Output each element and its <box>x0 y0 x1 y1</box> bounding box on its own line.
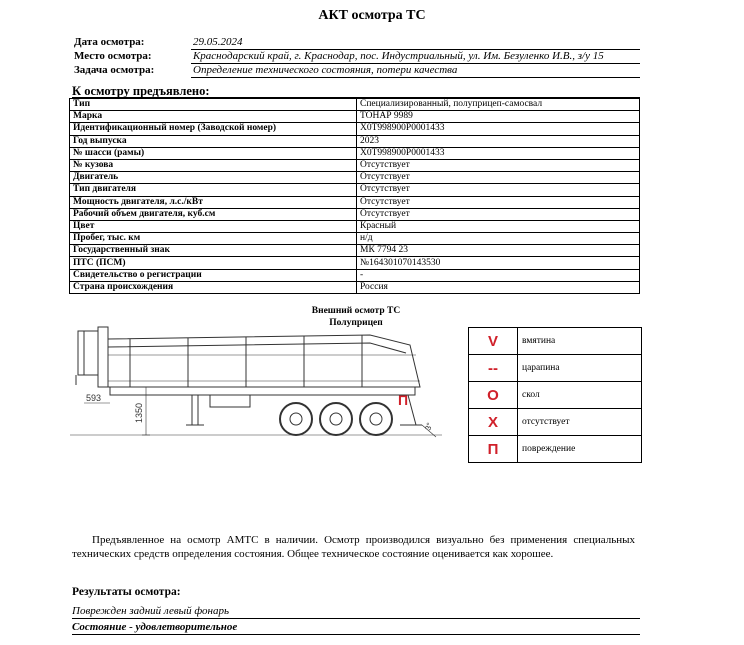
result-condition: Состояние - удовлетворительное <box>72 620 640 635</box>
meta-value: Определение технического состояния, потери качества <box>191 64 640 78</box>
wheel <box>360 403 392 435</box>
spec-value: Отсутствует <box>357 196 640 208</box>
spec-key: Цвет <box>70 220 357 232</box>
vehicle-specs-table <box>69 98 640 294</box>
legend-label: отсутствует <box>518 409 642 436</box>
legend-label: царапина <box>518 355 642 382</box>
spec-value: X0T998900P0001433 <box>357 147 640 159</box>
table-row <box>70 135 640 147</box>
spec-value: МК 7794 23 <box>357 245 640 257</box>
inspection-paragraph: Предъявленное на осмотр АМТС в наличии. Осмотр производился визуально без применения специальных технических средств определения состояния. Общее техническое состояние оценивается как хорошее. <box>72 534 635 560</box>
tipper-body <box>108 335 420 387</box>
semitrailer-drawing <box>70 325 442 455</box>
spec-key: Рабочий объем двигателя, куб.см <box>70 208 357 220</box>
inspection-meta <box>72 36 640 78</box>
spec-value: 2023 <box>357 135 640 147</box>
spec-value: №164301070143530 <box>357 257 640 269</box>
spec-value: Отсутствует <box>357 184 640 196</box>
legend-symbol: V <box>469 328 518 355</box>
table-row <box>70 269 640 281</box>
chassis-frame <box>110 387 415 425</box>
figure-title-line: Внешний осмотр ТС <box>311 306 401 316</box>
result-finding: Поврежден задний левый фонарь <box>72 604 640 619</box>
figure-subtitle-line: Полуприцеп <box>329 318 383 328</box>
document-title: АКТ осмотра ТС <box>318 8 426 23</box>
spec-value: н/д <box>357 233 640 245</box>
legend-label: скол <box>518 382 642 409</box>
table-row <box>70 233 640 245</box>
table-row <box>70 281 640 293</box>
meta-key: Дата осмотра: <box>74 36 145 49</box>
results-heading: Результаты осмотра: <box>72 586 181 598</box>
spec-key: Пробег, тыс. км <box>70 233 357 245</box>
table-row <box>70 257 640 269</box>
legend-symbol: П <box>469 436 518 463</box>
table-row <box>70 220 640 232</box>
table-row <box>70 245 640 257</box>
spec-key: № кузова <box>70 159 357 171</box>
spec-key: Марка <box>70 111 357 123</box>
spec-key: ПТС (ПСМ) <box>70 257 357 269</box>
dimension-label: 593 <box>86 393 102 403</box>
spec-value: X0T998900P0001433 <box>357 123 640 135</box>
spec-key: Тип <box>70 99 357 111</box>
legend-symbol: О <box>469 382 518 409</box>
legend-row <box>469 328 642 355</box>
meta-key: Задача осмотра: <box>74 64 155 76</box>
table-row <box>70 184 640 196</box>
spec-key: Мощность двигателя, л.с./кВт <box>70 196 357 208</box>
spec-value: - <box>357 269 640 281</box>
meta-value: 29.05.2024 <box>191 36 640 50</box>
spec-value: Специализированный, полуприцеп-самосвал <box>357 99 640 111</box>
meta-row <box>72 50 640 64</box>
legend-symbol: -- <box>469 355 518 382</box>
meta-row <box>72 64 640 78</box>
legend-label: вмятина <box>518 328 642 355</box>
spec-key: Тип двигателя <box>70 184 357 196</box>
table-row <box>70 159 640 171</box>
spec-key: Страна происхождения <box>70 281 357 293</box>
legend-symbol: Х <box>469 409 518 436</box>
meta-value: Краснодарский край, г. Краснодар, пос. Индустриальный, ул. Им. Безуленко И.В., з/у 15 <box>191 50 640 64</box>
spec-value: Отсутствует <box>357 208 640 220</box>
spec-key: № шасси (рамы) <box>70 147 357 159</box>
legend-row <box>469 409 642 436</box>
spec-value: Красный <box>357 220 640 232</box>
dimension-label: 3° <box>423 421 435 432</box>
legend-row <box>469 355 642 382</box>
table-row <box>70 111 640 123</box>
dimension-label: 1350 <box>134 402 144 423</box>
table-row <box>70 99 640 111</box>
spec-value: Отсутствует <box>357 159 640 171</box>
table-row <box>70 208 640 220</box>
spec-key: Идентификационный номер (Заводской номер) <box>70 123 357 135</box>
legend-row <box>469 436 642 463</box>
section-title: К осмотру предъявлено: <box>72 84 210 98</box>
meta-key: Место осмотра: <box>74 50 152 62</box>
spec-value: ТОНАР 9989 <box>357 111 640 123</box>
spec-key: Год выпуска <box>70 135 357 147</box>
table-row <box>70 196 640 208</box>
spec-key: Двигатель <box>70 172 357 184</box>
damage-marker: П <box>398 392 409 408</box>
spec-key: Свидетельство о регистрации <box>70 269 357 281</box>
legend-label: повреждение <box>518 436 642 463</box>
table-row <box>70 147 640 159</box>
spec-value: Отсутствует <box>357 172 640 184</box>
spec-value: Россия <box>357 281 640 293</box>
legend-row <box>469 382 642 409</box>
spec-key: Государственный знак <box>70 245 357 257</box>
table-row <box>70 123 640 135</box>
damage-legend <box>468 327 642 463</box>
front-headboard <box>76 327 108 387</box>
wheel <box>320 403 352 435</box>
wheel <box>280 403 312 435</box>
table-row <box>70 172 640 184</box>
meta-row <box>72 36 640 50</box>
